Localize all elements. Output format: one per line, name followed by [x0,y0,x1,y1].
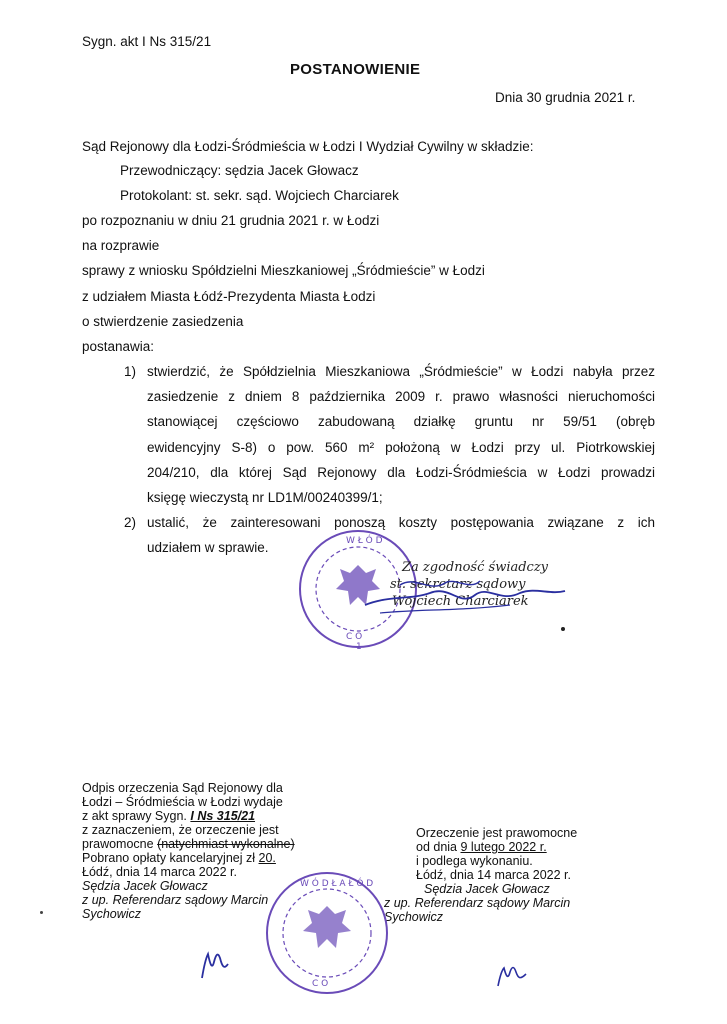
copy-note-judge: Sędzia Jacek Głowacz [82,879,208,893]
svg-text:W Ó D Ł A Ł Ó D: W Ó D Ł A Ł Ó D [300,879,374,889]
finality-note-line: Orzeczenie jest prawomocne [416,826,578,840]
referendary-signature [492,958,532,992]
court-composition: Sąd Rejonowy dla Łodzi-Śródmieścia w Łodzi I Wydział Cywilny w składzie: [82,139,534,154]
ruling-1-line: zasiedzenie z dniem 8 października 2009 r. prawo własności nieruchomości [147,389,655,404]
certification-title: st. sekretarz sądowy [390,577,526,592]
finality-note-issue-date: Łódź, dnia 14 marca 2022 r. [416,868,571,882]
ink-dot [561,627,565,631]
ruling-2-number: 2) [124,515,137,530]
copy-note-referendary-name: Sychowicz [82,907,142,921]
session-type: na rozprawie [82,238,160,253]
ruling-1-line: 204/210, dla której Sąd Rejonowy dla Łodzi-Śródmieścia w Łodzi prowadzi [147,465,655,480]
copy-note-case-number: I Ns 315/21 [190,809,256,823]
copy-note-prefix: prawomocne [82,837,154,851]
svg-text:C O: C O [312,979,329,989]
court-seal-stamp [262,868,392,998]
copy-note-referendary: z up. Referendarz sądowy Marcin [82,893,269,907]
copy-note-line: z zaznaczeniem, że orzeczenie jest [82,823,279,837]
application-line: sprawy z wniosku Spółdzielni Mieszkaniowej „Śródmieście” w Łodzi [82,263,485,278]
court-clerk: Protokolant: st. sekr. sąd. Wojciech Charciarek [120,188,399,203]
finality-note-judge: Sędzia Jacek Głowacz [424,882,550,896]
ruling-1-line: ewidencyjny S-8) o pow. 560 m² położoną w Łodzi przy ul. Piotrkowskiej [147,440,655,455]
svg-text:1: 1 [356,642,362,652]
ruling-1-line: stwierdzić, że Spółdzielnia Mieszkaniowa „Śródmieście” w Łodzi nabyła przez [147,364,655,379]
svg-text:W Ł Ó D: W Ł Ó D [346,536,383,546]
svg-text:C O: C O [346,632,363,642]
ruling-2-line: ustalić, że zainteresowani ponoszą koszty postępowania związane z ich [147,515,655,530]
referendary-signature [196,944,236,984]
ink-dot [40,911,43,914]
ruling-1-line: stanowiącej częściowo zabudowaną działkę gruntu nr 59/51 (obręb [147,414,655,429]
copy-note-line: Łodzi – Śródmieścia w Łodzi wydaje [82,795,283,809]
copy-note-case [82,809,255,823]
copy-note-prefix: z akt sprawy Sygn. [82,809,187,823]
document-title: POSTANOWIENIE [290,61,421,78]
copy-note-line: Odpis orzeczenia Sąd Rejonowy dla [82,781,283,795]
ruling-1-line: księgę wieczystą nr LD1M/00240399/1; [147,490,383,505]
finality-note-date: 9 lutego 2022 r. [460,840,547,854]
copy-note-fee [82,851,276,865]
document-date: Dnia 30 grudnia 2021 r. [495,90,636,105]
certification-line: Za zgodność świadczy [402,560,549,575]
certification-name: Wojciech Charciarek [392,594,529,609]
clerk-signature [360,565,570,625]
finality-note-date-line [416,840,547,854]
presiding-judge: Przewodniczący: sędzia Jacek Głowacz [120,163,359,178]
finality-note-referendary: z up. Referendarz sądowy Marcin [384,896,571,910]
decision-line: postanawia: [82,339,155,354]
copy-note-prefix: Pobrano opłaty kancelaryjnej zł [82,851,256,865]
copy-note-fee-amount: 20. [258,851,276,865]
finality-note-line: i podlega wykonaniu. [416,854,533,868]
finality-note-referendary-name: Sychowicz [384,910,444,924]
finality-note-prefix: od dnia [416,840,458,854]
ruling-1-number: 1) [124,364,137,379]
participant-line: z udziałem Miasta Łódź-Prezydenta Miasta Łodzi [82,289,376,304]
hearing-date: po rozpoznaniu w dniu 21 grudnia 2021 r. w Łodzi [82,213,380,228]
copy-note-date: Łódź, dnia 14 marca 2022 r. [82,865,237,879]
case-number: Sygn. akt I Ns 315/21 [82,34,212,49]
copy-note-struck-text: (natychmiast wykonalne) [157,837,295,851]
subject-line: o stwierdzenie zasiedzenia [82,314,244,329]
copy-note-finality [82,837,295,851]
ruling-2-line: udziałem w sprawie. [147,540,269,555]
